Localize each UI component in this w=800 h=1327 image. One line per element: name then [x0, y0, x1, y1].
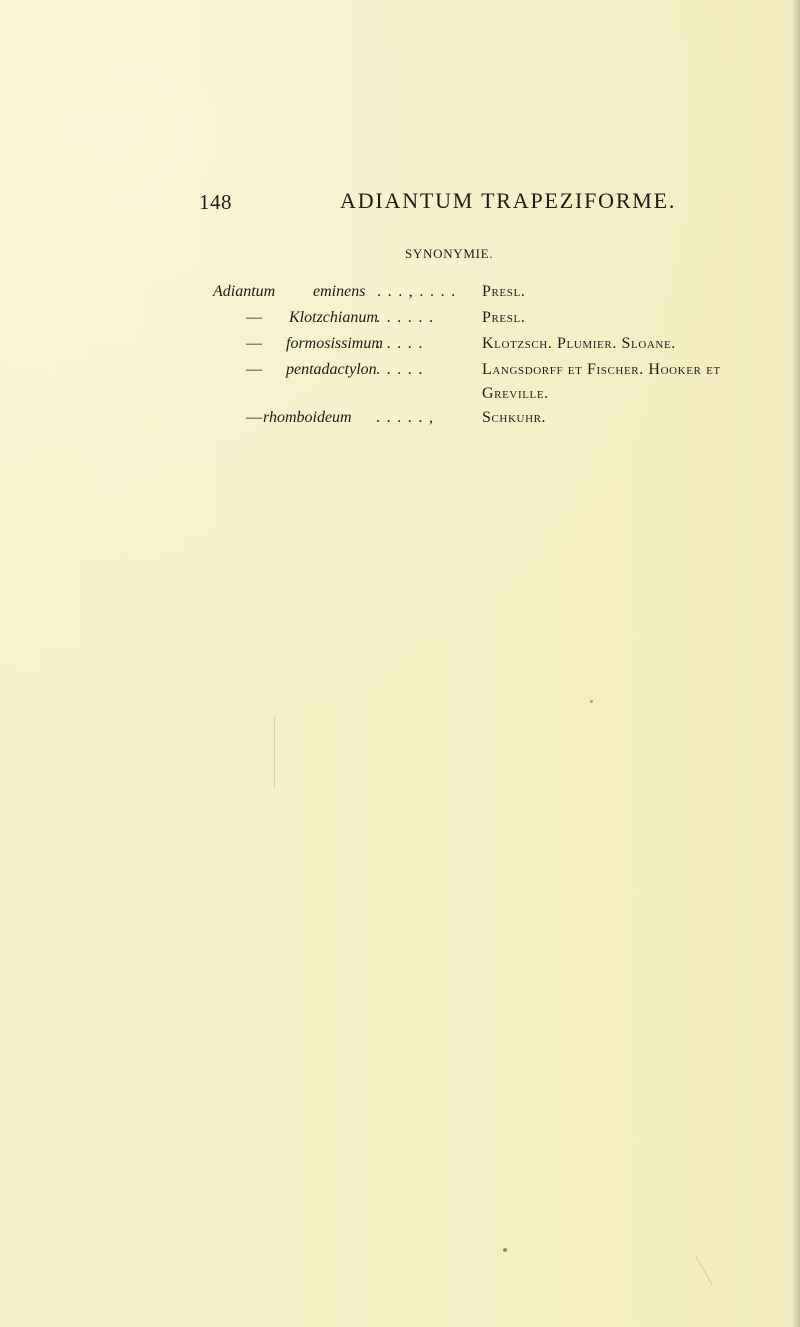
- synonym-entry: [0, 335, 800, 363]
- authority-name: Presl.: [482, 309, 526, 326]
- dot-leaders: . . . , . . . .: [377, 283, 457, 300]
- authority-name: Presl.: [482, 283, 526, 300]
- section-title: SYNONYMIE.: [405, 246, 494, 261]
- dot-leaders: . . . . . .: [376, 309, 435, 326]
- ditto-dash: —: [246, 309, 262, 326]
- running-head: ADIANTUM TRAPEZIFORME.: [340, 188, 677, 213]
- ditto-dash: —: [246, 409, 262, 426]
- synonym-entry: [0, 309, 800, 337]
- genus-name: Adiantum: [213, 283, 276, 300]
- authority-continuation: Greville.: [482, 385, 549, 402]
- ditto-dash: —: [246, 361, 262, 378]
- authority-name: Schkuhr.: [482, 409, 547, 426]
- synonym-entry: [0, 409, 800, 437]
- authority-name: Klotzsch. Plumier. Sloane.: [482, 335, 676, 352]
- species-name: eminens: [313, 283, 366, 300]
- synonym-entry: [0, 361, 800, 389]
- dot-leaders: . . . . .: [376, 335, 424, 352]
- species-name: Klotzchianum: [289, 309, 378, 326]
- species-name: formosissimum: [286, 335, 383, 352]
- species-name: rhomboideum: [263, 409, 352, 426]
- page-number: 148: [199, 190, 232, 214]
- species-name: pentadactylon: [286, 361, 377, 378]
- dot-leaders: . . . . . ,: [376, 409, 435, 426]
- authority-name: Langsdorff et Fischer. Hooker et: [482, 361, 721, 378]
- dot-leaders: . . . . .: [376, 361, 424, 378]
- synonym-entry: [0, 283, 800, 311]
- ditto-dash: —: [246, 335, 262, 352]
